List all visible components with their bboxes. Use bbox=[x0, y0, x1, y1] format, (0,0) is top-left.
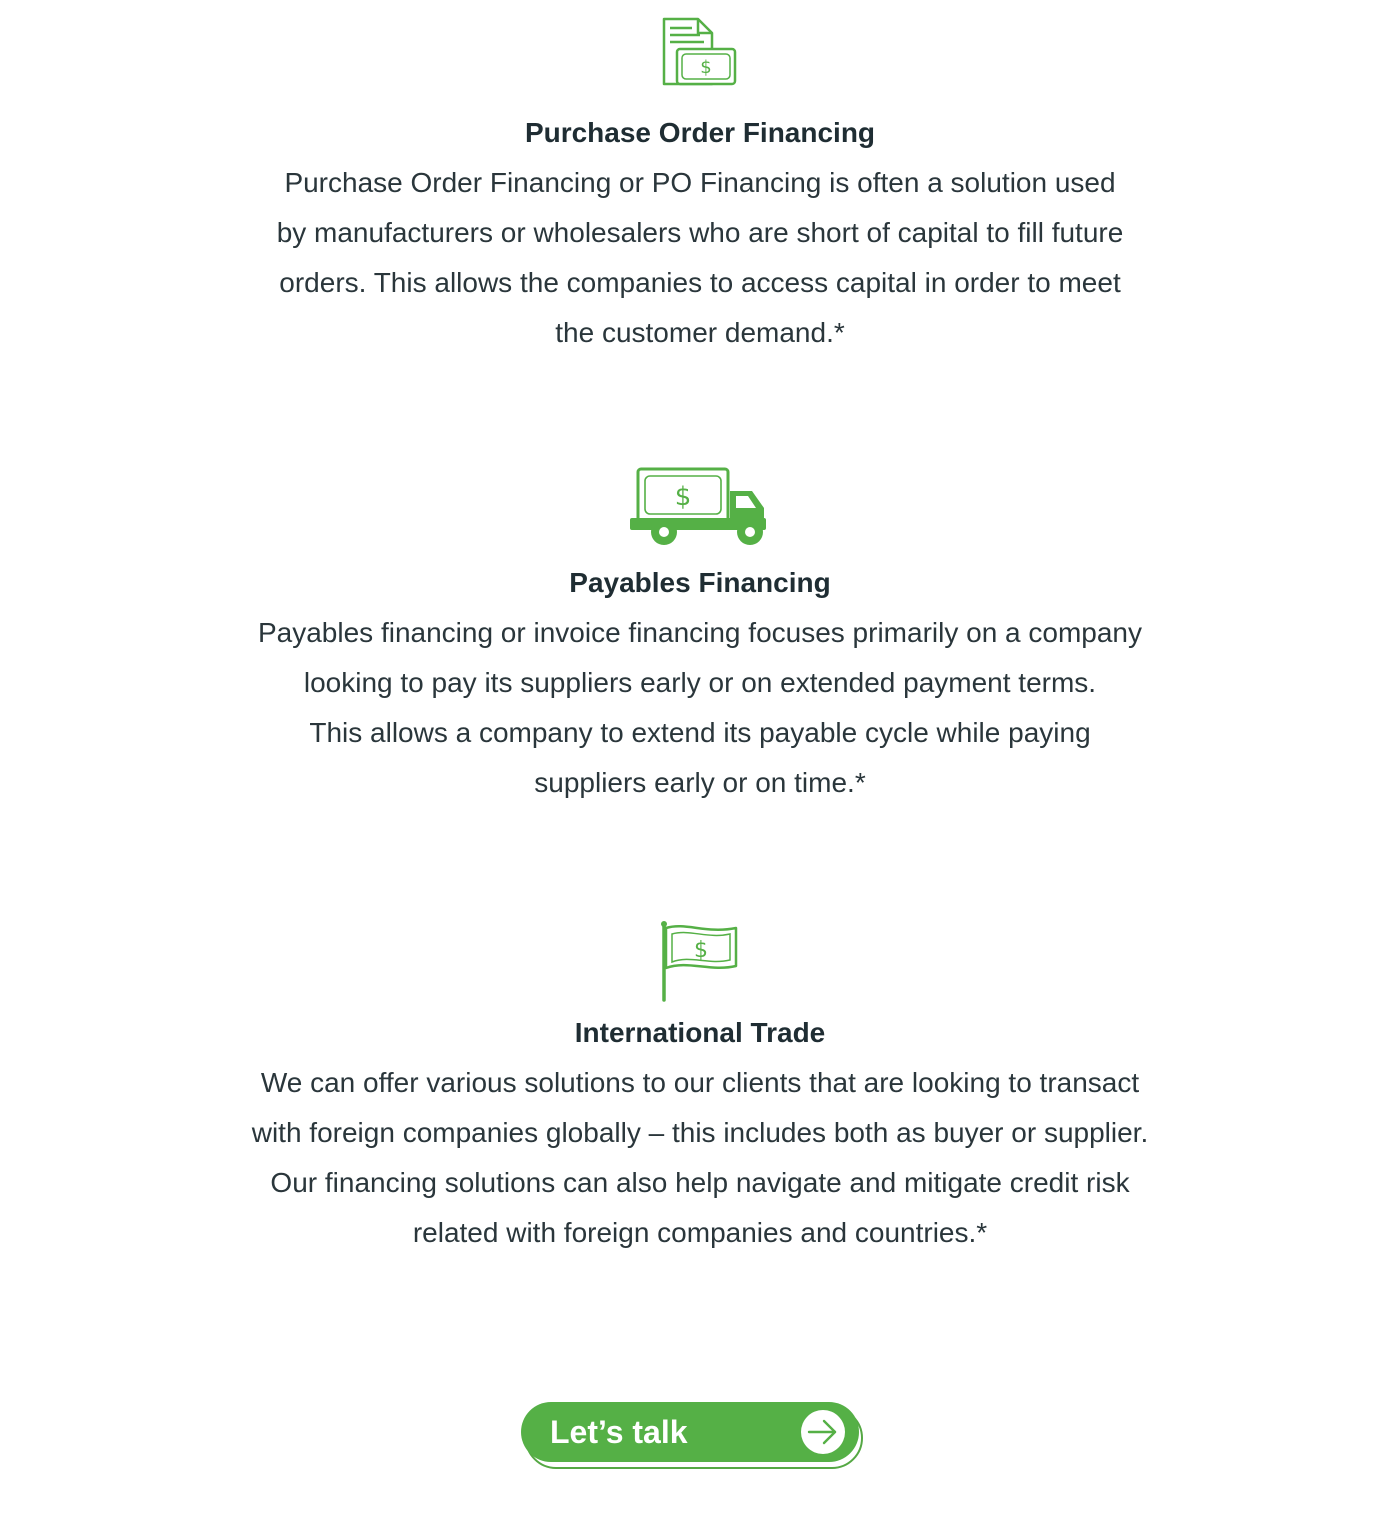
description-line: with foreign companies globally – this includes both as buyer or supplier. bbox=[251, 1117, 1149, 1148]
description-line: looking to pay its suppliers early or on extended payment terms. bbox=[303, 667, 1097, 698]
lets-talk-label: Let’s talk bbox=[550, 1414, 688, 1450]
description-line: This allows a company to extend its payable cycle while paying bbox=[309, 717, 1091, 748]
svg-text:$: $ bbox=[694, 938, 708, 963]
section-title: International Trade bbox=[574, 1017, 826, 1048]
section-title: Payables Financing bbox=[569, 567, 831, 598]
description-line: the customer demand.* bbox=[555, 317, 845, 348]
description-line: Our financing solutions can also help navigate and mitigate credit risk bbox=[270, 1167, 1130, 1198]
section-description bbox=[220, 158, 1180, 358]
money-truck-icon bbox=[630, 466, 770, 548]
description-line: related with foreign companies and countries.* bbox=[412, 1217, 988, 1248]
description-line: suppliers early or on time.* bbox=[534, 767, 866, 798]
svg-text:$: $ bbox=[700, 57, 712, 78]
description-line: orders. This allows the companies to access capital in order to meet bbox=[279, 267, 1121, 298]
lets-talk-button[interactable] bbox=[521, 1402, 865, 1472]
section-description bbox=[205, 1058, 1195, 1258]
svg-text:$: $ bbox=[674, 482, 692, 512]
description-line: We can offer various solutions to our clients that are looking to transact bbox=[260, 1067, 1140, 1098]
arrow-right-circle-icon bbox=[800, 1409, 846, 1455]
dollar-flag-icon bbox=[660, 920, 740, 1002]
section-title: Purchase Order Financing bbox=[524, 117, 876, 148]
description-line: Payables financing or invoice financing focuses primarily on a company bbox=[257, 617, 1143, 648]
description-line: Purchase Order Financing or PO Financing is often a solution used bbox=[284, 167, 1116, 198]
section-description bbox=[210, 608, 1190, 808]
purchase-order-dollar-document-icon bbox=[662, 16, 738, 92]
description-line: by manufacturers or wholesalers who are short of capital to fill future bbox=[276, 217, 1124, 248]
